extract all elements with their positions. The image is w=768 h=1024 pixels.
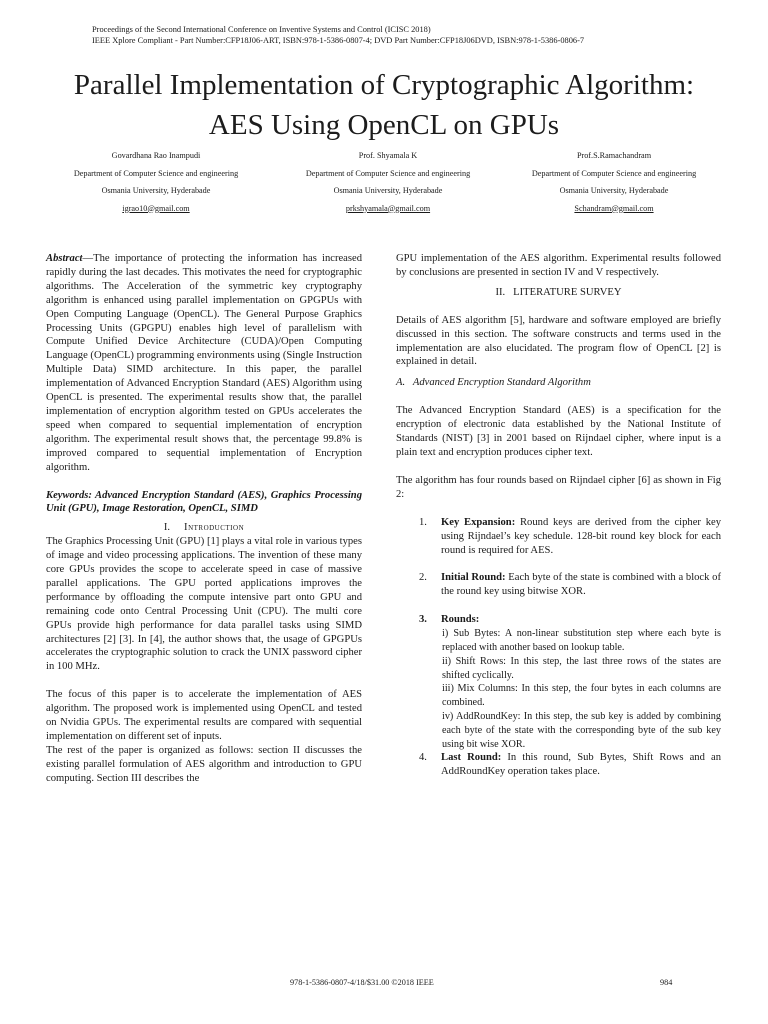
spacer bbox=[396, 557, 721, 571]
author-name: Prof.S.Ramachandram bbox=[576, 151, 652, 160]
sublist-item: iv) AddRoundKey: In this step, the sub key is added by combining each byte of the state with the corresponding byte of the sub key using bit wise XOR. bbox=[442, 710, 721, 750]
spacer bbox=[396, 599, 721, 613]
list-item-label: Initial Round: bbox=[441, 572, 506, 584]
author-name: Prof. Shyamala K bbox=[358, 151, 418, 160]
sublist-item: i) Sub Bytes: A non-linear substitution step where each byte is replaced with another based on lookup table. bbox=[442, 628, 721, 653]
list-item bbox=[396, 751, 721, 779]
right-column bbox=[396, 252, 721, 779]
sublist-item: ii) Shift Rows: In this step, the last three rows of the states are shifted cyclically. bbox=[442, 655, 721, 681]
author-email-link[interactable]: prkshyamala@gmail.com bbox=[345, 203, 431, 213]
list-item-label: Key Expansion: bbox=[441, 516, 516, 528]
proceedings-line-1: Proceedings of the Second International Conference on Inventive Systems and Control (ICISC 2018) bbox=[92, 25, 431, 34]
rounds-list bbox=[396, 516, 721, 779]
list-item bbox=[396, 571, 721, 599]
section-number: I. bbox=[163, 522, 171, 534]
paper-title-line-2: AES Using OpenCL on GPUs bbox=[208, 109, 560, 141]
abstract-text: —The importance of protecting the information has increased rapidly during the last decades. This motivates the need for cryptographic algorithms. The Acceleration of the symmetric key cryptography algorithm is enhanced using parallel implementation on GPGPUs with Open Computing Language (OpenCL). The General Purpose Graphics Processing Units (GPGPU) enables high level of parallelism with Compute Unified Device Architecture (CUDA)/Open Computing Language (OpenCL) programming environments using (Single Instruction Multiple Data) SIMD architecture. In this paper, the parallel implementation of Advanced Encryption Standard (AES) Algorithm using OpenCL is presented. The experimental results show that, the parallel implementation of encryption algorithm tested on GPUs accelerates the speed when compared to sequential implementation of encryption algorithm. The experimental result shows that, the percentage 99.8% is improved compared to sequential implementation of Encryption algorithm. bbox=[46, 253, 362, 473]
spacer bbox=[396, 460, 721, 474]
author-department: Department of Computer Science and engineering bbox=[305, 168, 471, 178]
author-department: Department of Computer Science and engineering bbox=[531, 168, 697, 178]
paper-title-line-1: Parallel Implementation of Cryptographic Algorithm: bbox=[73, 69, 695, 101]
footer-isbn: 978-1-5386-0807-4/18/$31.00 ©2018 IEEE bbox=[290, 978, 434, 987]
aes-paragraph-1: The Advanced Encryption Standard (AES) is a specification for the encryption of electronic data established by the National Institute of Standards (NIST) [3] in 2001 based on Rijndael cipher, where input is a plain text and encryption produces cipher text. bbox=[396, 405, 721, 458]
section-title: Introduction bbox=[184, 522, 245, 534]
spacer bbox=[396, 502, 721, 516]
subsection-heading-aes: A. Advanced Encryption Standard Algorithm bbox=[396, 377, 591, 389]
page-number: 984 bbox=[660, 978, 673, 987]
author-university: Osmania University, Hyderabade bbox=[101, 186, 211, 195]
literature-paragraph: Details of AES algorithm [5], hardware and software employed are briefly discussed in this section. The software constructs and terms used in the implementation are also elucidated. The program flow of OpenCL [2] is explained in detail. bbox=[396, 314, 721, 368]
author-block-3 bbox=[494, 147, 734, 217]
list-item bbox=[396, 516, 721, 558]
list-item-label: Last Round: bbox=[441, 752, 502, 764]
proceedings-header bbox=[92, 24, 732, 46]
abstract-label: Abstract bbox=[46, 253, 83, 264]
rounds-sublist bbox=[442, 627, 721, 751]
author-block-1 bbox=[36, 147, 276, 217]
proceedings-line-2: IEEE Xplore Compliant - Part Number:CFP18J06-ART, ISBN:978-1-5386-0807-4; DVD Part Number:CFP18J06DVD, ISBN:978-1-5386-0806-7 bbox=[92, 36, 585, 45]
list-item-label: Rounds: bbox=[441, 614, 480, 626]
intro-paragraph-1: The Graphics Processing Unit (GPU) [1] plays a vital role in various types of image and video processing applications. The invention of these many core GPUs provides the scope to accelerate speed in case of massive parallel applications. The GPU ported applications improves the performance by offloading the compute intensive part onto GPU and remaining code onto Central Processing Unit (CPU). The multi core GPUs provide high performance for data parallel tasks using SIMD architectures [2] [3]. In [4], the author shows that, the usage of GPGPUs accelerates the cryptographic solution to crack the UNIX password cipher in 100 MHz. bbox=[46, 536, 362, 673]
list-item bbox=[396, 613, 721, 627]
author-email-link[interactable]: Schandram@gmail.com bbox=[574, 203, 654, 213]
section-heading-literature-survey: II. LITERATURE SURVEY bbox=[495, 286, 622, 298]
author-university: Osmania University, Hyderabade bbox=[333, 186, 443, 195]
list-item-text: Each byte of the state is combined with a block of the round key using bitwise XOR. bbox=[441, 572, 721, 598]
list-number: 2. bbox=[419, 572, 427, 584]
intro-paragraph-2: The focus of this paper is to accelerate the implementation of AES algorithm. The proposed work is implemented using OpenCL and tested on Nvidia GPUs. The experimental results are compared with sequential implementation on different set of inputs. bbox=[46, 689, 362, 742]
aes-paragraph-2: The algorithm has four rounds based on Rijndael cipher [6] as shown in Fig 2: bbox=[396, 474, 721, 500]
list-number: 4. bbox=[419, 752, 427, 764]
list-number: 3. bbox=[419, 614, 427, 626]
list-item-text: In this round, Sub Bytes, Shift Rows and an AddRoundKey operation takes place. bbox=[441, 752, 722, 778]
list-number: 1. bbox=[419, 516, 427, 528]
sublist-item: iii) Mix Columns: In this step, the four bytes in each columns are combined. bbox=[442, 683, 721, 709]
continued-paragraph: GPU implementation of the AES algorithm. Experimental results followed by conclusions are presented in section IV and V respectively. bbox=[396, 253, 721, 278]
abstract bbox=[46, 252, 362, 475]
spacer bbox=[46, 674, 362, 688]
author-block-2 bbox=[268, 147, 508, 217]
author-university: Osmania University, Hyderabade bbox=[559, 186, 669, 195]
intro-paragraph-3: The rest of the paper is organized as follows: section II discusses the existing parallel formulation of AES algorithm and introduction to GPU computing. Section III describes the bbox=[46, 744, 362, 784]
author-name: Govardhana Rao Inampudi bbox=[111, 151, 201, 160]
author-email-link[interactable]: igrao10@gmail.com bbox=[122, 203, 190, 213]
list-item-text: Round keys are derived from the cipher key using Rijndael’s key schedule. 128-bit round key block for each round is required for AES. bbox=[441, 516, 721, 556]
keywords: Keywords: Advanced Encryption Standard (AES), Graphics Processing Unit (GPU), Image Restoration, OpenCL, SIMD bbox=[46, 489, 362, 515]
section-heading-introduction bbox=[46, 521, 362, 535]
author-department: Department of Computer Science and engineering bbox=[73, 168, 239, 178]
left-column bbox=[46, 252, 362, 786]
spacer bbox=[46, 475, 362, 489]
